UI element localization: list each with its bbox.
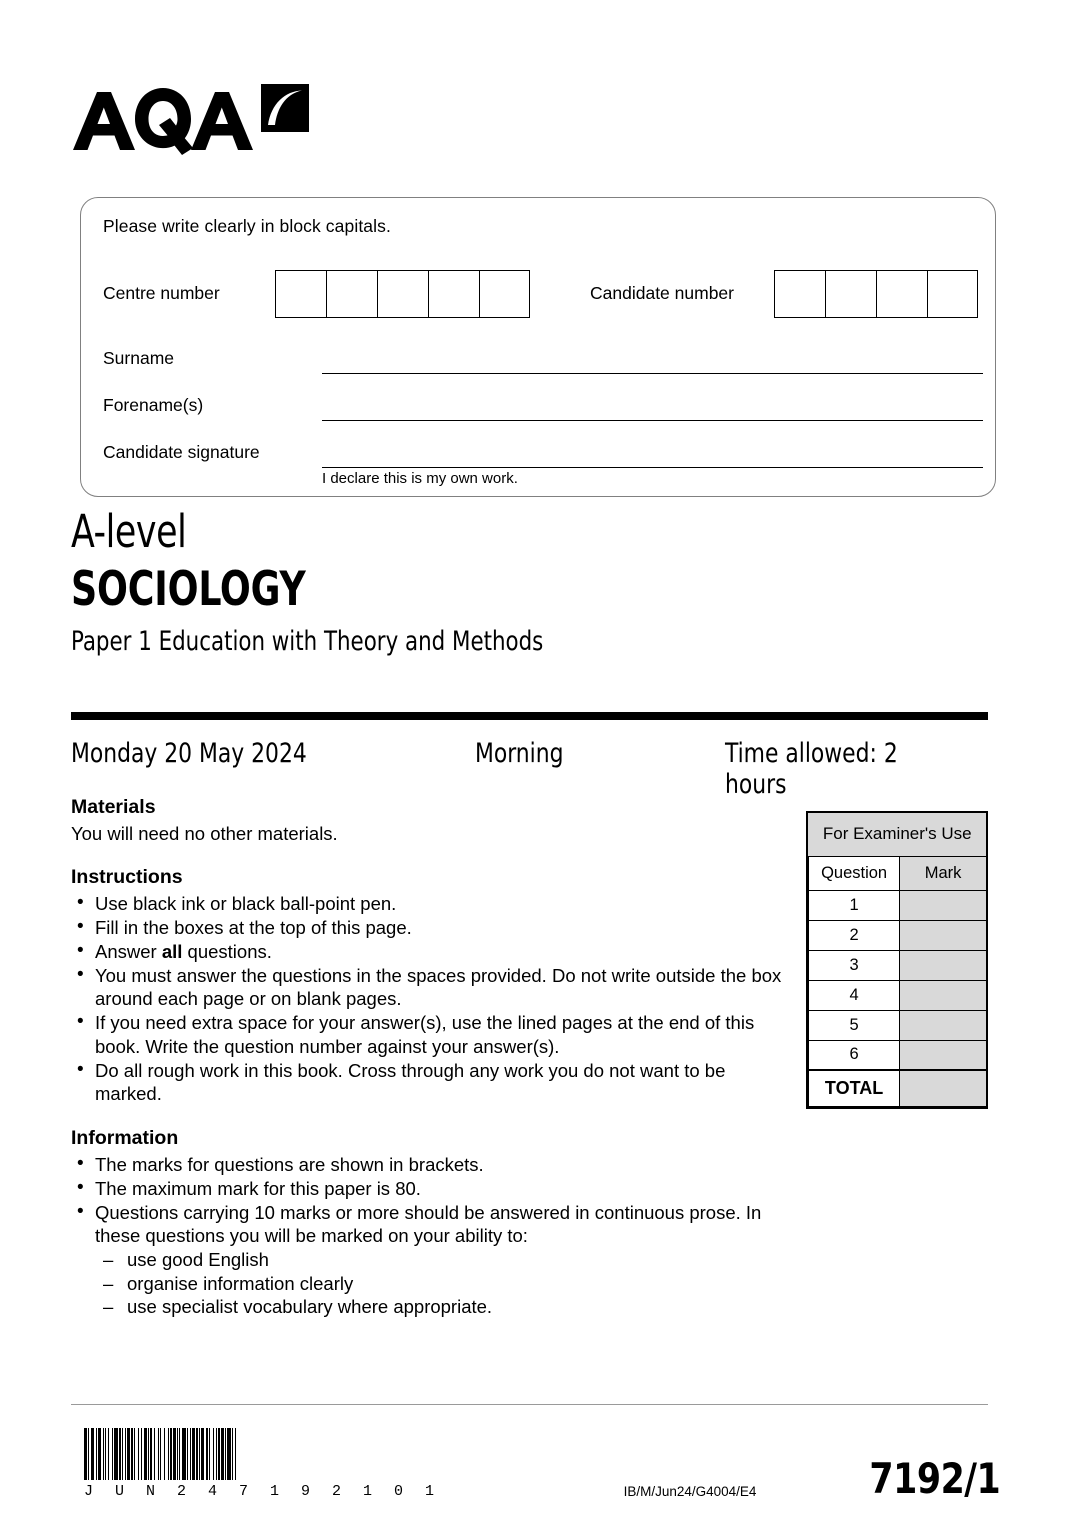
table-row — [809, 1040, 987, 1070]
paper-code: 7192/1 — [869, 1454, 1000, 1503]
exam-session: Morning — [475, 738, 564, 769]
signature-row — [103, 442, 983, 472]
mark-cell[interactable] — [900, 1040, 986, 1070]
total-label: TOTAL — [809, 1070, 900, 1106]
subject-title: SOCIOLOGY — [71, 562, 306, 617]
forename-label: Forename(s) — [103, 395, 204, 415]
table-row — [809, 1010, 987, 1040]
block-capitals-instruction: Please write clearly in block capitals. — [103, 216, 391, 236]
candidate-signature-label: Candidate signature — [103, 442, 260, 462]
question-number: 5 — [809, 1010, 900, 1040]
information-item: • The marks for questions are shown in brackets. — [71, 1153, 791, 1177]
question-number: 1 — [809, 890, 900, 920]
answer-all-prefix: Answer — [95, 940, 162, 962]
declaration-text: I declare this is my own work. — [322, 470, 518, 487]
mark-cell[interactable] — [900, 890, 986, 920]
mark-cell[interactable] — [900, 950, 986, 980]
exam-details-row — [71, 738, 988, 800]
number-row — [103, 270, 983, 318]
candidate-details-box — [80, 197, 996, 497]
instructions-list — [71, 892, 791, 1106]
surname-label: Surname — [103, 348, 175, 368]
instruction-item-answer-all — [71, 940, 791, 964]
centre-number-label: Centre number — [103, 283, 220, 303]
information-heading: Information — [71, 1127, 179, 1149]
question-number: 3 — [809, 950, 900, 980]
centre-number-cell[interactable] — [428, 270, 479, 318]
candidate-number-input[interactable] — [774, 270, 978, 318]
examiner-use-table — [806, 811, 988, 1109]
examiner-table-title: For Examiner's Use — [809, 813, 987, 856]
table-row — [809, 950, 987, 980]
footer-divider — [71, 1404, 988, 1405]
information-sub-item: – organise information clearly — [103, 1272, 791, 1296]
answer-all-bold: all — [161, 940, 183, 962]
exam-time-allowed: Time allowed: 2 hours — [725, 738, 898, 800]
title-block — [71, 505, 991, 663]
mark-cell[interactable] — [900, 1010, 986, 1040]
spacer — [71, 1106, 791, 1127]
mark-cell[interactable] — [900, 920, 986, 950]
information-sub-item: – use good English — [103, 1248, 791, 1272]
centre-number-cell[interactable] — [377, 270, 428, 318]
information-sub-item: – use specialist vocabulary where appropriate. — [103, 1295, 791, 1319]
centre-number-input[interactable] — [275, 270, 530, 318]
instructions-heading: Instructions — [71, 866, 183, 888]
cover-instructions — [71, 796, 791, 1319]
candidate-number-cell[interactable] — [927, 270, 978, 318]
barcode — [84, 1428, 347, 1480]
centre-number-cell[interactable] — [275, 270, 326, 318]
instruction-item: • Fill in the boxes at the top of this page. — [71, 916, 791, 940]
title-divider — [71, 712, 988, 720]
instruction-item: • You must answer the questions in the spaces provided. Do not write outside the box around each page or on blank pages. — [71, 964, 791, 1011]
aqa-logo — [71, 78, 311, 158]
materials-heading: Materials — [71, 796, 156, 818]
information-item: • The maximum mark for this paper is 80. — [71, 1177, 791, 1201]
candidate-number-cell[interactable] — [825, 270, 876, 318]
candidate-signature-input[interactable] — [322, 467, 983, 468]
information-sublist — [71, 1248, 791, 1319]
answer-all-suffix: questions. — [182, 940, 272, 962]
centre-number-cell[interactable] — [326, 270, 377, 318]
instruction-item: • If you need extra space for your answer(s), use the lined pages at the end of this book. Write the question number against your answer(s). — [71, 1011, 791, 1058]
materials-text: You will need no other materials. — [71, 822, 338, 844]
surname-input[interactable] — [322, 373, 983, 374]
mark-cell[interactable] — [900, 980, 986, 1010]
centre-number-cell[interactable] — [479, 270, 530, 318]
table-row — [809, 920, 987, 950]
paper-title: Paper 1 Education with Theory and Methods — [71, 626, 544, 657]
candidate-number-cell[interactable] — [774, 270, 825, 318]
information-item: • Questions carrying 10 marks or more should be answered in continuous prose. In these questions you will be marked on your ability to: — [71, 1201, 791, 1248]
candidate-number-label: Candidate number — [590, 283, 734, 303]
question-number: 4 — [809, 980, 900, 1010]
document-code: IB/M/Jun24/G4004/E4 — [623, 1484, 757, 1499]
information-list — [71, 1153, 791, 1248]
question-number: 6 — [809, 1040, 900, 1070]
barcode-text: J U N 2 4 7 1 9 2 1 0 1 — [84, 1483, 441, 1500]
table-row — [809, 890, 987, 920]
qualification-title: A-level — [71, 505, 187, 558]
examiner-col-mark: Mark — [900, 856, 986, 890]
forename-row — [103, 395, 983, 425]
exam-date: Monday 20 May 2024 — [71, 738, 307, 769]
table-row-total — [809, 1070, 987, 1106]
spacer — [71, 845, 791, 866]
candidate-number-cell[interactable] — [876, 270, 927, 318]
table-row — [809, 980, 987, 1010]
examiner-col-question: Question — [809, 856, 900, 890]
instruction-item: • Do all rough work in this book. Cross through any work you do not want to be marked. — [71, 1059, 791, 1106]
surname-row — [103, 348, 983, 378]
forename-input[interactable] — [322, 420, 983, 421]
total-mark-cell[interactable] — [900, 1070, 986, 1106]
instruction-item: • Use black ink or black ball-point pen. — [71, 892, 791, 916]
question-number: 2 — [809, 920, 900, 950]
